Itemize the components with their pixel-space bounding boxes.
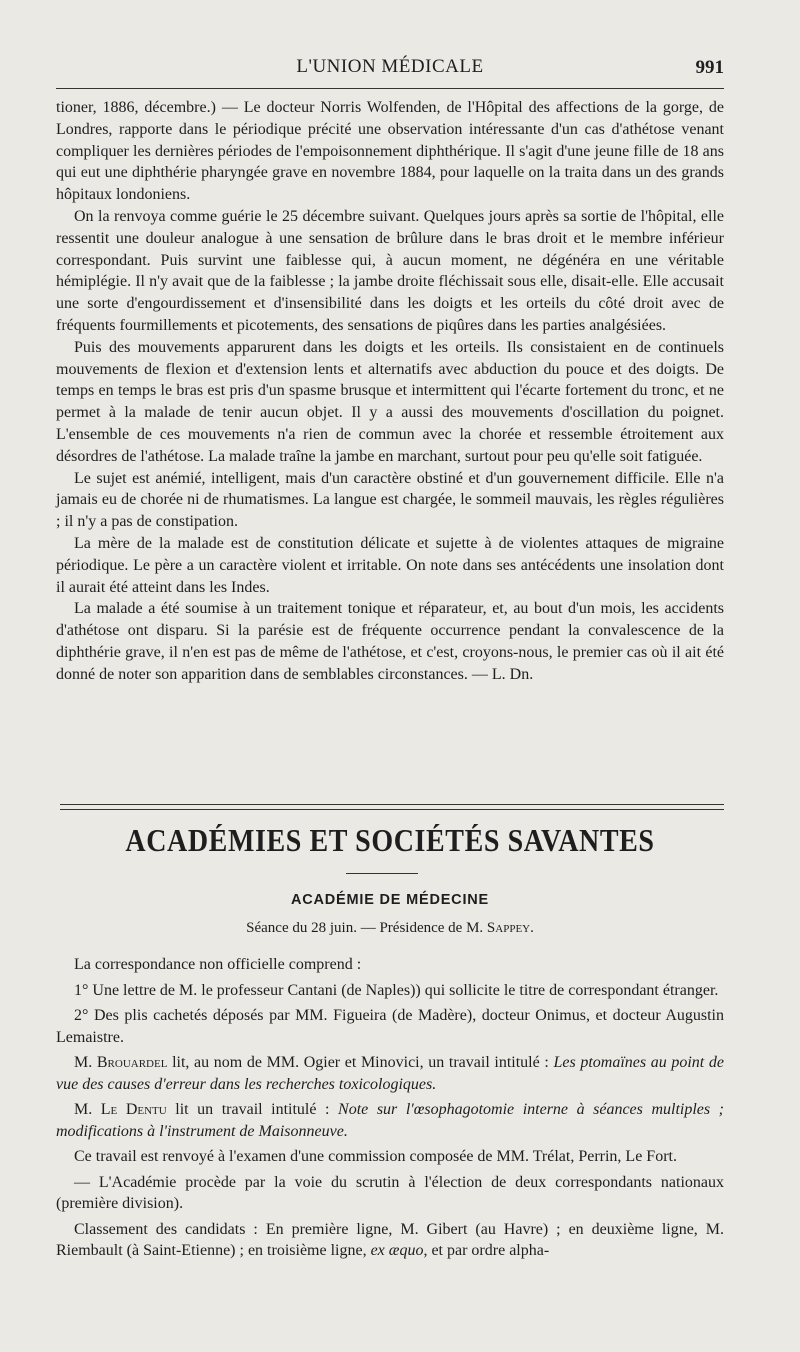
work-title: Note sur l'œsophagotomie interne à séances multiples ; modifications à l'instrument de Maisonneuve. <box>56 1101 724 1140</box>
article-paragraph-3: Puis des mouvements apparurent dans les doigts et les orteils. Ils consistaient en de continuels mouvements de flexion et d'extension lents et alternatifs avec abduction du pouce et des doigts. De temps en temps le bras est pris d'un spasme brusque et intermittent qui l'écarte fortement du tronc, et ne permet à la malade de tenir aucun objet. Il y a aussi des mouvements d'oscillation du poignet. L'ensemble de ces mouvements n'a rien de commun avec la chorée et ressemble étroitement aux désordres de l'athétose. La malade traîne la jambe en marchant, surtout pour peu qu'elle soit fatiguée. <box>56 338 724 465</box>
work-title: Les ptomaïnes au point de vue des causes d'erreur dans les recherches toxicologiques. <box>56 1054 724 1093</box>
article-paragraph-2: On la renvoya comme guérie le 25 décembre suivant. Quelques jours après sa sortie de l'hôpital, elle ressentit une douleur analogue à une sensation de brûlure dans le bras droit et le membre inférieur correspondant. Puis survint une faiblesse qui, à aucun moment, ne dégénéra en une véritable hémiplégie. Il n'y avait que de la faiblesse ; la jambe droite fléchissait sous elle, disait-elle. Elle accusait une sorte d'engourdissement et d'insensibilité dans les doigts et les orteils du côté droit avec de fréquents fourmillements et picotements, des sensations de piqûres dans les parties analgésiées. <box>56 207 724 334</box>
proceedings-paragraph-3: 2° Des plis cachetés déposés par MM. Figueira (de Madère), docteur Onimus, et docteur Augustin Lemaistre. <box>56 1007 724 1046</box>
proceedings-paragraph-7: — L'Académie procède par la voie du scrutin à l'élection de deux correspondants nationaux (première division). <box>56 1173 724 1212</box>
proceedings-paragraph-1: La correspondance non officielle comprend : <box>74 956 362 973</box>
title-underline <box>346 873 418 874</box>
proceedings-paragraph-5 <box>56 1099 724 1142</box>
proceedings-paragraph-8 <box>56 1219 724 1262</box>
article-paragraph-1: tioner, 1886, décembre.) — Le docteur Norris Wolfenden, de l'Hôpital des affections de la gorge, de Londres, rapporte dans le périodique précité une observation intéressante d'un cas d'athétose venant compliquer les dernières périodes de l'empoisonnement diphthérique. Il s'agit d'une jeune fille de 18 ans qui eut une diphthérie pharyngée grave en novembre 1884, pour laquelle on la traita dans un des grands hôpitaux londoniens. <box>56 99 724 204</box>
proceedings-paragraph-4 <box>56 1052 724 1095</box>
speaker-name: M. Brouardel <box>74 1054 168 1071</box>
journal-title: L'UNION MÉDICALE <box>296 56 484 77</box>
proceedings-paragraph-2: 1° Une lettre de M. le professeur Cantani (de Naples)) qui sollicite le titre de correspondant étranger. <box>74 981 719 999</box>
paragraph-text: Classement des candidats : En première ligne, M. Gibert (au Havre) ; en deuxième ligne, M. Riembault (à Saint-Etienne) ; en troisième ligne, <box>56 1220 724 1259</box>
article-paragraph-6: La malade a été soumise à un traitement tonique et réparateur, et, au bout d'un mois, les accidents d'athétose ont disparu. Si la parésie est de fréquente occurrence pendant la convalescence de la diphthérie grave, il n'en est pas de même de l'athétose, et c'est, croyons-nous, le premier cas où il ait été donné de noter son apparition dans de semblables circonstances. — L. Dn. <box>56 600 724 683</box>
session-prefix: Séance du 28 juin. — Présidence de M. <box>246 920 487 936</box>
header-rule <box>56 88 724 89</box>
paragraph-text: lit, au nom de MM. Ogier et Minovici, un travail intitulé : <box>167 1054 554 1071</box>
article-paragraph-4: Le sujet est anémié, intelligent, mais d'un caractère obstiné et d'un gouvernement difficile. Elle n'a jamais eu de chorée ni de rhumatismes. La langue est chargée, le sommeil mauvais, les règles régulières ; il n'y a pas de constipation. <box>56 469 724 531</box>
speaker-name: M. Le Dentu <box>74 1101 167 1118</box>
paragraph-end: , et par ordre alpha- <box>423 1242 550 1259</box>
section-divider <box>60 804 724 810</box>
proceedings-paragraph-6: Ce travail est renvoyé à l'examen d'une commission composée de MM. Trélat, Perrin, Le Fort. <box>74 1148 677 1165</box>
proceedings-body <box>56 954 724 1266</box>
session-line <box>56 920 724 937</box>
page-number: 991 <box>695 57 724 78</box>
article-body <box>56 97 724 686</box>
session-president: Sappey <box>486 920 531 936</box>
article-paragraph-5: La mère de la malade est de constitution délicate et sujette à de violentes attaques de migraine périodique. Le père a un caractère violent et irritable. On note dans ses antécédents une insolation dont il aurait été atteint dans les Indes. <box>56 534 724 596</box>
section-title: ACADÉMIES ET SOCIÉTÉS SAVANTES <box>125 824 655 859</box>
running-head <box>56 56 724 86</box>
session-suffix: . <box>530 920 534 936</box>
paragraph-text: lit un travail intitulé : <box>166 1101 339 1118</box>
italic-phrase: ex æquo <box>370 1242 424 1259</box>
subsection-title: ACADÉMIE DE MÉDECINE <box>290 892 490 908</box>
